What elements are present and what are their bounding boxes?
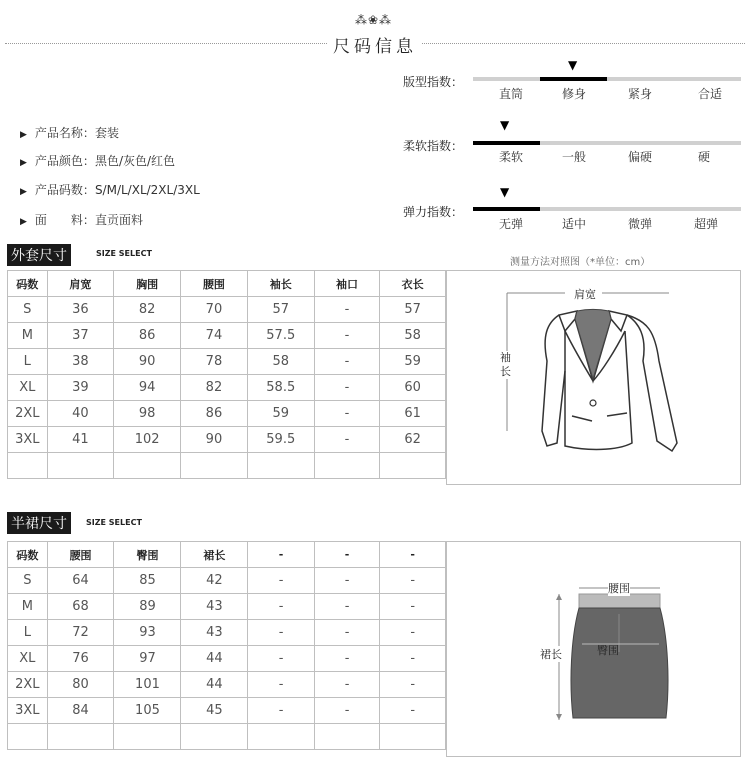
bullet-icon: ▶ bbox=[20, 217, 27, 227]
bullet-icon: ▶ bbox=[20, 158, 27, 168]
table-cell: 86 bbox=[181, 401, 248, 427]
table-cell: 57 bbox=[380, 297, 446, 323]
table-cell: 36 bbox=[47, 297, 114, 323]
table-cell: 72 bbox=[47, 620, 114, 646]
table-header-cell: - bbox=[314, 542, 380, 568]
table-row bbox=[8, 453, 446, 479]
table-cell: - bbox=[314, 323, 380, 349]
table-cell: - bbox=[314, 375, 380, 401]
table-cell: XL bbox=[8, 375, 48, 401]
table-cell bbox=[380, 453, 446, 479]
table-cell bbox=[114, 453, 181, 479]
table-header-cell: 腰围 bbox=[181, 271, 248, 297]
table-cell: 97 bbox=[114, 646, 181, 672]
table-cell: 102 bbox=[114, 427, 181, 453]
table-cell: 57.5 bbox=[247, 323, 314, 349]
table-cell: 41 bbox=[47, 427, 114, 453]
table-cell bbox=[380, 724, 446, 750]
table-row bbox=[8, 698, 446, 724]
table-cell: - bbox=[314, 427, 380, 453]
table-header-cell: 裙长 bbox=[181, 542, 248, 568]
table-cell: 3XL bbox=[8, 698, 48, 724]
table-cell bbox=[114, 724, 181, 750]
fit-index-fill bbox=[540, 77, 607, 81]
table-header-cell: 腰围 bbox=[47, 542, 114, 568]
product-info-sizes: ▶ 产品码数：S/M/L/XL/2XL/3XL bbox=[20, 183, 200, 197]
fit-index-label: 版型指数： bbox=[403, 75, 464, 89]
shoulder-width-label: 肩宽 bbox=[574, 288, 596, 301]
table-cell: 105 bbox=[114, 698, 181, 724]
fit-index-bar bbox=[473, 77, 741, 81]
table-cell bbox=[247, 453, 314, 479]
table-cell: M bbox=[8, 323, 48, 349]
table-row bbox=[8, 401, 446, 427]
table-header-cell: 袖长 bbox=[247, 271, 314, 297]
fit-option: 直筒 bbox=[498, 87, 523, 101]
table-cell: 84 bbox=[47, 698, 114, 724]
table-cell bbox=[314, 724, 380, 750]
table-cell: 43 bbox=[181, 620, 248, 646]
table-cell bbox=[181, 453, 248, 479]
table-row bbox=[8, 724, 446, 750]
table-cell bbox=[181, 724, 248, 750]
table-cell: - bbox=[380, 568, 446, 594]
jacket-section-subtitle: SIZE SELECT bbox=[96, 249, 152, 258]
table-row bbox=[8, 323, 446, 349]
table-cell: M bbox=[8, 594, 48, 620]
table-cell: 62 bbox=[380, 427, 446, 453]
table-row bbox=[8, 672, 446, 698]
elasticity-option: 无弹 bbox=[498, 217, 523, 231]
elasticity-index-bar bbox=[473, 207, 741, 211]
fit-option: 合适 bbox=[697, 87, 722, 101]
table-cell: 39 bbox=[47, 375, 114, 401]
table-cell bbox=[8, 724, 48, 750]
table-header-cell: 臀围 bbox=[114, 542, 181, 568]
table-cell bbox=[47, 453, 114, 479]
table-cell: 58.5 bbox=[247, 375, 314, 401]
softness-index-bar bbox=[473, 141, 741, 145]
table-header-row bbox=[8, 542, 446, 568]
table-header-cell: 码数 bbox=[8, 271, 48, 297]
table-cell: 42 bbox=[181, 568, 248, 594]
table-cell: 93 bbox=[114, 620, 181, 646]
table-cell: - bbox=[380, 698, 446, 724]
bullet-icon: ▶ bbox=[20, 130, 27, 140]
softness-index-label: 柔软指数： bbox=[403, 139, 464, 153]
table-cell: 80 bbox=[47, 672, 114, 698]
table-cell: 44 bbox=[181, 672, 248, 698]
table-cell: S bbox=[8, 297, 48, 323]
table-cell: 37 bbox=[47, 323, 114, 349]
table-cell bbox=[314, 453, 380, 479]
table-cell: 40 bbox=[47, 401, 114, 427]
elasticity-option: 超弹 bbox=[693, 217, 718, 231]
table-cell: - bbox=[314, 620, 380, 646]
header-divider-left bbox=[5, 43, 327, 44]
table-cell: - bbox=[248, 568, 315, 594]
waist-label: 腰围 bbox=[608, 582, 630, 595]
softness-index-fill bbox=[473, 141, 540, 145]
table-cell: - bbox=[314, 646, 380, 672]
table-header-cell: 胸围 bbox=[114, 271, 181, 297]
skirt-size-table bbox=[7, 541, 446, 750]
table-cell: 59 bbox=[247, 401, 314, 427]
table-cell: 76 bbox=[47, 646, 114, 672]
table-cell: 70 bbox=[181, 297, 248, 323]
skirt-length-label: 裙长 bbox=[540, 648, 562, 661]
bullet-icon: ▶ bbox=[20, 187, 27, 197]
table-cell: 89 bbox=[114, 594, 181, 620]
table-row bbox=[8, 375, 446, 401]
table-cell: 43 bbox=[181, 594, 248, 620]
table-cell bbox=[47, 724, 114, 750]
table-cell: 101 bbox=[114, 672, 181, 698]
table-cell: S bbox=[8, 568, 48, 594]
elasticity-index-marker-icon: ▼ bbox=[500, 185, 510, 199]
table-cell: XL bbox=[8, 646, 48, 672]
table-cell: 59.5 bbox=[247, 427, 314, 453]
jacket-section-title: 外套尺寸 bbox=[7, 244, 71, 266]
table-row bbox=[8, 427, 446, 453]
table-cell: - bbox=[314, 401, 380, 427]
table-cell: 94 bbox=[114, 375, 181, 401]
table-cell: 60 bbox=[380, 375, 446, 401]
table-row bbox=[8, 646, 446, 672]
softness-option: 偏硬 bbox=[627, 150, 652, 164]
table-cell: 58 bbox=[380, 323, 446, 349]
table-cell: - bbox=[248, 594, 315, 620]
table-cell: 58 bbox=[247, 349, 314, 375]
table-cell: 2XL bbox=[8, 672, 48, 698]
table-row bbox=[8, 594, 446, 620]
table-cell: - bbox=[314, 594, 380, 620]
ornament-icon: ⁂❀⁂ bbox=[355, 13, 393, 27]
product-info-fabric: ▶ 面 料：直贡面料 bbox=[20, 213, 143, 227]
page-title: 尺码信息 bbox=[333, 37, 417, 57]
table-header-cell: 肩宽 bbox=[47, 271, 114, 297]
table-header-cell: 衣长 bbox=[380, 271, 446, 297]
fit-option: 紧身 bbox=[627, 87, 652, 101]
table-cell bbox=[8, 453, 48, 479]
table-cell: 98 bbox=[114, 401, 181, 427]
header-divider-right bbox=[422, 43, 745, 44]
table-header-cell: 码数 bbox=[8, 542, 48, 568]
elasticity-index-fill bbox=[473, 207, 540, 211]
table-cell: - bbox=[314, 568, 380, 594]
fit-index-marker-icon: ▼ bbox=[568, 58, 578, 72]
table-cell: 3XL bbox=[8, 427, 48, 453]
table-cell: - bbox=[380, 620, 446, 646]
table-cell bbox=[248, 724, 315, 750]
table-row bbox=[8, 297, 446, 323]
table-row bbox=[8, 568, 446, 594]
softness-option: 柔软 bbox=[498, 150, 523, 164]
skirt-section-subtitle: SIZE SELECT bbox=[86, 518, 142, 527]
hip-label: 臀围 bbox=[597, 644, 619, 657]
table-cell: L bbox=[8, 349, 48, 375]
table-cell: - bbox=[314, 297, 380, 323]
sleeve-length-label: 袖长 bbox=[500, 351, 514, 379]
softness-option: 一般 bbox=[561, 150, 586, 164]
table-cell: 82 bbox=[181, 375, 248, 401]
table-cell: 90 bbox=[181, 427, 248, 453]
table-cell: 82 bbox=[114, 297, 181, 323]
table-cell: - bbox=[380, 594, 446, 620]
skirt-diagram bbox=[446, 541, 741, 757]
table-cell: 86 bbox=[114, 323, 181, 349]
table-cell: - bbox=[248, 646, 315, 672]
table-cell: 61 bbox=[380, 401, 446, 427]
elasticity-index-label: 弹力指数： bbox=[403, 205, 464, 219]
table-cell: 85 bbox=[114, 568, 181, 594]
table-header-cell: - bbox=[380, 542, 446, 568]
table-cell: 59 bbox=[380, 349, 446, 375]
jacket-illustration bbox=[447, 271, 740, 484]
skirt-section-title: 半裙尺寸 bbox=[7, 512, 71, 534]
table-cell: - bbox=[314, 349, 380, 375]
table-cell: 78 bbox=[181, 349, 248, 375]
table-cell: - bbox=[314, 672, 380, 698]
table-row bbox=[8, 349, 446, 375]
table-cell: L bbox=[8, 620, 48, 646]
product-info-name: ▶ 产品名称：套装 bbox=[20, 126, 119, 140]
table-cell: 44 bbox=[181, 646, 248, 672]
elasticity-option: 微弹 bbox=[627, 217, 652, 231]
table-cell: - bbox=[248, 620, 315, 646]
table-header-row bbox=[8, 271, 446, 297]
table-cell: 45 bbox=[181, 698, 248, 724]
jacket-size-table bbox=[7, 270, 446, 479]
softness-index-marker-icon: ▼ bbox=[500, 118, 510, 132]
product-info-color: ▶ 产品颜色：黑色/灰色/红色 bbox=[20, 154, 176, 168]
table-cell: - bbox=[248, 672, 315, 698]
table-cell: - bbox=[380, 672, 446, 698]
fit-option: 修身 bbox=[561, 87, 586, 101]
table-cell: - bbox=[248, 698, 315, 724]
table-cell: - bbox=[380, 646, 446, 672]
skirt-illustration bbox=[447, 542, 740, 756]
table-cell: 74 bbox=[181, 323, 248, 349]
table-cell: 2XL bbox=[8, 401, 48, 427]
table-cell: 64 bbox=[47, 568, 114, 594]
table-header-cell: 袖口 bbox=[314, 271, 380, 297]
measure-note: 测量方法对照图（*单位：cm） bbox=[510, 257, 651, 268]
elasticity-option: 适中 bbox=[561, 217, 586, 231]
table-cell: 68 bbox=[47, 594, 114, 620]
table-cell: 57 bbox=[247, 297, 314, 323]
table-cell: 90 bbox=[114, 349, 181, 375]
table-cell: - bbox=[314, 698, 380, 724]
softness-option: 硬 bbox=[697, 150, 710, 164]
jacket-diagram bbox=[446, 270, 741, 485]
table-cell: 38 bbox=[47, 349, 114, 375]
table-row bbox=[8, 620, 446, 646]
table-header-cell: - bbox=[248, 542, 315, 568]
